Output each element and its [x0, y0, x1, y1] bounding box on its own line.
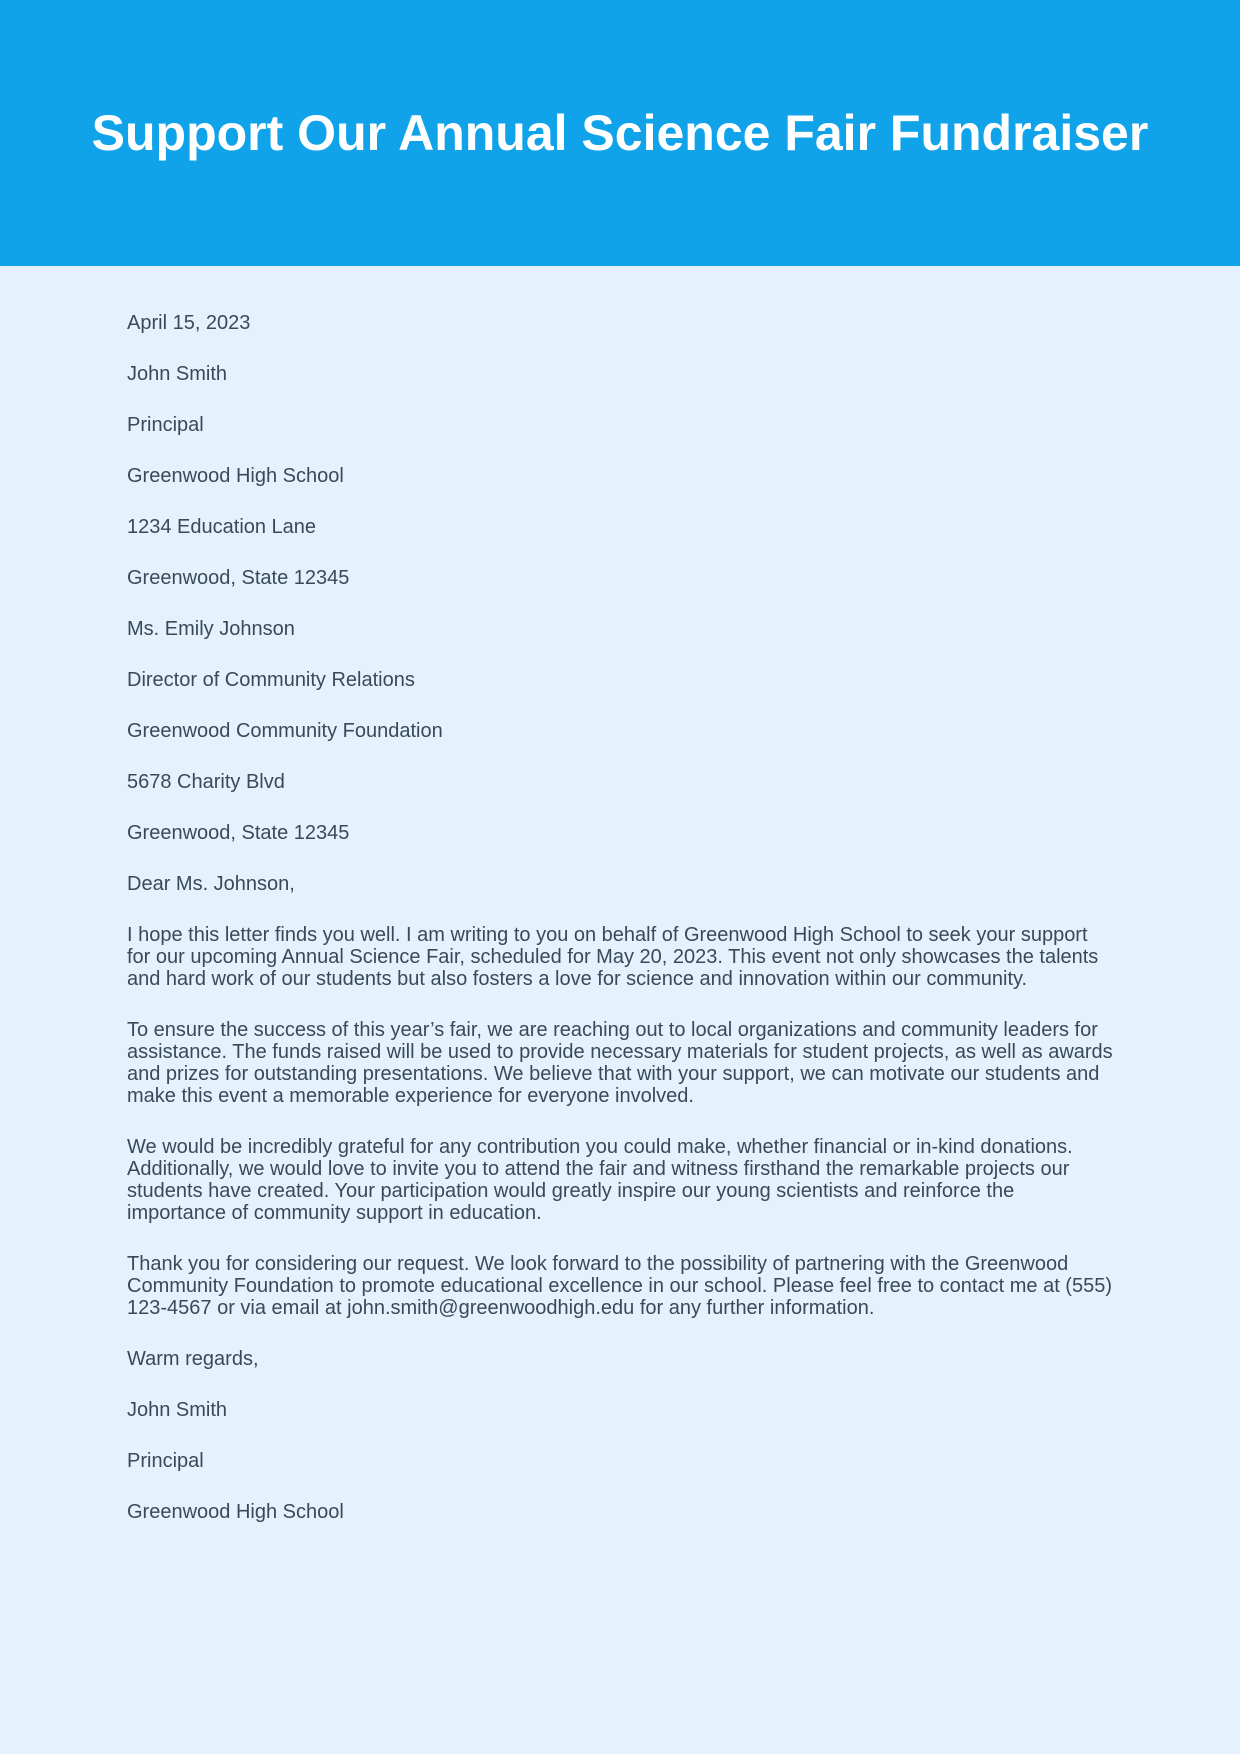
signature-title: Principal: [127, 1450, 204, 1472]
header-banner: [0, 0, 1240, 266]
address-line-recipient-name: Ms. Emily Johnson: [127, 618, 295, 640]
salutation: Dear Ms. Johnson,: [127, 873, 295, 895]
address-line-recipient-city: Greenwood, State 12345: [127, 822, 350, 844]
body-paragraph-3: We would be incredibly grateful for any contribution you could make, whether financial or in-kind donations. Additionally, we would love to invite you to attend the fair and witness firsthand the remarkable projects our students have created. Your participation would greatly inspire our young scientists and reinforce the importance of community support in education.: [127, 1136, 1073, 1224]
address-line-sender-city: Greenwood, State 12345: [127, 567, 350, 589]
address-line-sender-name: John Smith: [127, 363, 228, 385]
page-title: Support Our Annual Science Fair Fundraiser: [91, 105, 1149, 161]
body-paragraph-4: Thank you for considering our request. We look forward to the possibility of partnering with the Greenwood Community Foundation to promote educational excellence in our school. Please feel free to contact me at (555) 123-4567 or via email at john.smith@greenwoodhigh.edu for any further information.: [127, 1253, 1112, 1319]
letter-date: April 15, 2023: [127, 312, 251, 334]
address-line-recipient-street: 5678 Charity Blvd: [127, 771, 285, 793]
address-line-recipient-title: Director of Community Relations: [127, 669, 415, 691]
address-line-sender-street: 1234 Education Lane: [127, 516, 317, 538]
address-line-sender-org: Greenwood High School: [127, 465, 344, 487]
letter-body: [0, 266, 1240, 1523]
address-line-recipient-org: Greenwood Community Foundation: [127, 720, 443, 742]
address-line-sender-title: Principal: [127, 414, 204, 436]
closing: Warm regards,: [127, 1348, 259, 1370]
signature-name: John Smith: [127, 1399, 228, 1421]
body-paragraph-1: I hope this letter finds you well. I am writing to you on behalf of Greenwood High School to seek your support for our upcoming Annual Science Fair, scheduled for May 20, 2023. This event not only showcases the talents and hard work of our students but also fosters a love for science and innovation within our community.: [127, 924, 1099, 990]
signature-org: Greenwood High School: [127, 1501, 344, 1523]
body-paragraph-2: To ensure the success of this year’s fair, we are reaching out to local organizations and community leaders for assistance. The funds raised will be used to provide necessary materials for student projects, as well as awards and prizes for outstanding presentations. We believe that with your support, we can motivate our students and make this event a memorable experience for everyone involved.: [127, 1019, 1113, 1107]
